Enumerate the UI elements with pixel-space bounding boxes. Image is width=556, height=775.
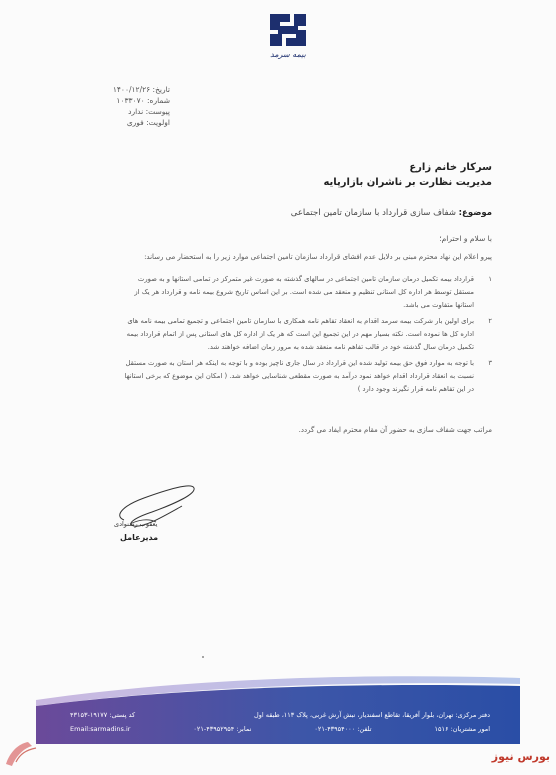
list-item <box>72 315 492 354</box>
recipient-department: مدیریت نظارت بر ناشران بازارپایه <box>323 177 492 188</box>
item-line: برای اولین بار شرکت بیمه سرمد اقدام به انعقاد تفاهم نامه همکاری با سازمان تامین اجتماعی و تجمیع تمامی بیمه نامه های <box>127 317 474 325</box>
footer-customer-affairs: امور مشتریان: ۱۵۱۶ <box>434 725 490 733</box>
footer-postal-code: کد پستی: ۱۹۱۷۷-۴۳۱۵۳ <box>70 711 136 719</box>
watermark-label: بورس نیوز <box>491 750 550 763</box>
footer-phone: تلفن: ۴۳۹۵۴۰۰۰-۰۲۱ <box>314 725 372 733</box>
recipient-block <box>323 160 492 190</box>
stray-dot <box>202 656 204 658</box>
priority-line: اولویت: فوری <box>126 118 170 127</box>
number-line: شماره: ۱۰۳۳۰۷۰ <box>116 96 170 105</box>
footer-email: Email:sarmadins.ir <box>70 725 131 733</box>
intro-paragraph: پیرو اعلام این نهاد محترم مبنی بر دلایل عدم افشای قرارداد سازمان تامین اجتماعی موارد زیر را به استحضار می رساند: <box>144 253 492 261</box>
recipient-name: سرکار خانم زارع <box>409 162 492 173</box>
greeting: با سلام و احترام؛ <box>439 234 492 243</box>
item-line: با توجه به موارد فوق حق بیمه تولید شده این قرارداد در سال جاری ناچیز بوده و با توجه به اینکه هر استان به صورت مستقل <box>125 359 474 367</box>
item-line: مستقل توسط هر اداره کل استانی تنظیم و منعقد می شده است. بر این اساس تاریخ شروع بیمه نامه و قرارداد هر یک از <box>134 288 474 296</box>
company-name: بیمه سرمد <box>270 50 306 59</box>
item-line: استانها متفاوت می باشد. <box>403 301 474 309</box>
item-line: تکمیل درمان سال گذشته خود در قالب تفاهم نامه منعقد شده به مرور زمان اضافه خواهند شد. <box>207 343 474 351</box>
subject-text: شفاف سازی قرارداد با سازمان تامین اجتماعی <box>290 208 456 218</box>
footer-address: دفتر مرکزی: تهران، بلوار آفریقا، تقاطع اسفندیار، نبش آرش غربی، پلاک ۱۱۳، طبقه اول <box>253 711 490 719</box>
item-number: ۱ <box>488 275 492 283</box>
item-line: نسبت به انعقاد قرارداد اقدام خواهد نمود درآمد به صورت مقطعی شناسایی خواهد شد. ( امکان این موضوع که برخی استانها <box>124 372 474 380</box>
signer-name: یعقوب رشنوادی <box>114 520 158 528</box>
footer-band <box>0 660 556 750</box>
subject-label: موضوع: <box>458 208 492 218</box>
numbered-list <box>72 273 492 399</box>
subject-line <box>291 208 492 218</box>
list-item <box>72 273 492 312</box>
news-stamp-icon <box>2 738 42 768</box>
list-item <box>72 357 492 396</box>
item-line: قرارداد بیمه تکمیل درمان سازمان تامین اجتماعی در سالهای گذشته به صورت غیر متمرکز در تمامی استانها و به صورت <box>137 275 474 283</box>
footer-row-2 <box>70 722 490 736</box>
signer-title: مدیرعامل <box>120 533 159 542</box>
closing-line: مراتب جهت شفاف سازی به حضور آن مقام محترم ایفاد می گردد. <box>298 426 492 434</box>
item-line: اداره کل ها نموده است. نکته بسیار مهم در این تجمیع این است که هر یک از اداره کل های استانی پس از اتمام قرارداد بیمه <box>126 330 474 338</box>
footer-contact <box>70 708 490 736</box>
item-number: ۳ <box>488 359 492 367</box>
item-number: ۲ <box>488 317 492 325</box>
footer-row-1 <box>70 708 490 722</box>
letter-meta <box>70 84 170 128</box>
footer-fax: نمابر: ۴۳۹۵۲۹۵۴-۰۲۱ <box>193 725 252 733</box>
date-line: تاریخ: ۱۴۰۰/۱۲/۲۶ <box>112 85 170 94</box>
sarmad-logo-icon <box>262 8 314 52</box>
item-line: در این تفاهم نامه قرار نگیرند وجود دارد ) <box>357 385 474 393</box>
attachment-line: پیوست: ندارد <box>128 107 170 116</box>
